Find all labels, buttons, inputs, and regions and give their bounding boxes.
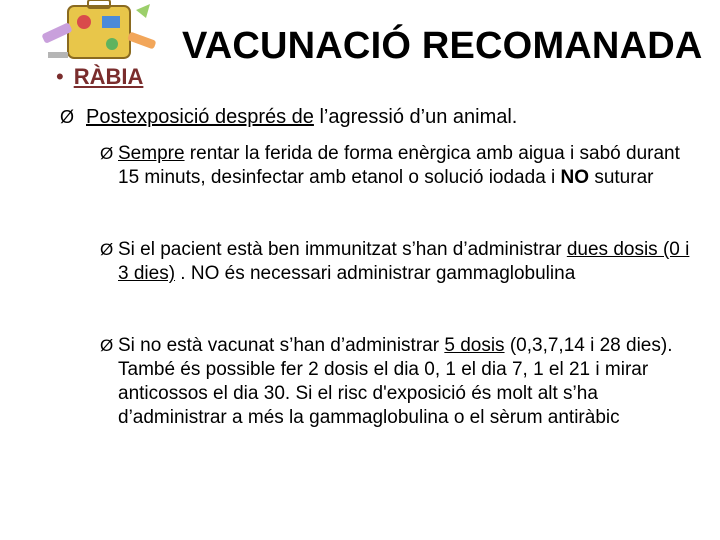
level1-item [60, 104, 700, 130]
level1-underlined: Postexposició després de [86, 106, 314, 128]
item-bold: NO [560, 167, 590, 188]
item-text: rentar la ferida de forma enèrgica amb aigua i sabó durant 15 minuts, desinfectar amb etanol o solució iodada i [118, 143, 680, 188]
list-item [100, 334, 690, 430]
item-text: Si el pacient està ben immunitzat s’han d’administrar [118, 239, 567, 260]
bullet-dot: • [56, 64, 64, 89]
list-item [100, 238, 690, 286]
item-text: (0,3,7,14 i 28 dies). També és possible fer 2 dosis el dia 0, 1 el dia 7, 1 el 21 i mirar anticossos el dia 30. Si el risc d'exposició és molt alt s’ha d’administrar a més la gammaglobulina o el sèrum antiràbic [118, 335, 673, 428]
arrow-bullet-icon: Ø [60, 107, 75, 127]
item-text: . NO és necessari administrar gammaglobulina [175, 263, 576, 284]
item-text: suturar [589, 167, 654, 188]
level1-rest: l’agressió d’un animal. [313, 106, 518, 128]
arrow-bullet-icon: Ø [100, 144, 114, 163]
slide-title: VACUNACIÓ RECOMANADA [182, 25, 703, 67]
item-emphasis: 5 dosis [444, 335, 505, 356]
arrow-bullet-icon: Ø [100, 240, 114, 259]
topic-bullet [56, 62, 143, 92]
item-text: Si no està vacunat s’han d’administrar [118, 335, 445, 356]
list-item [100, 142, 690, 190]
arrow-bullet-icon: Ø [100, 336, 114, 355]
topic-label: RÀBIA [73, 64, 144, 89]
item-emphasis: Sempre [118, 143, 185, 164]
item-emphasis: dues dosis (0 i 3 dies) [118, 239, 690, 284]
